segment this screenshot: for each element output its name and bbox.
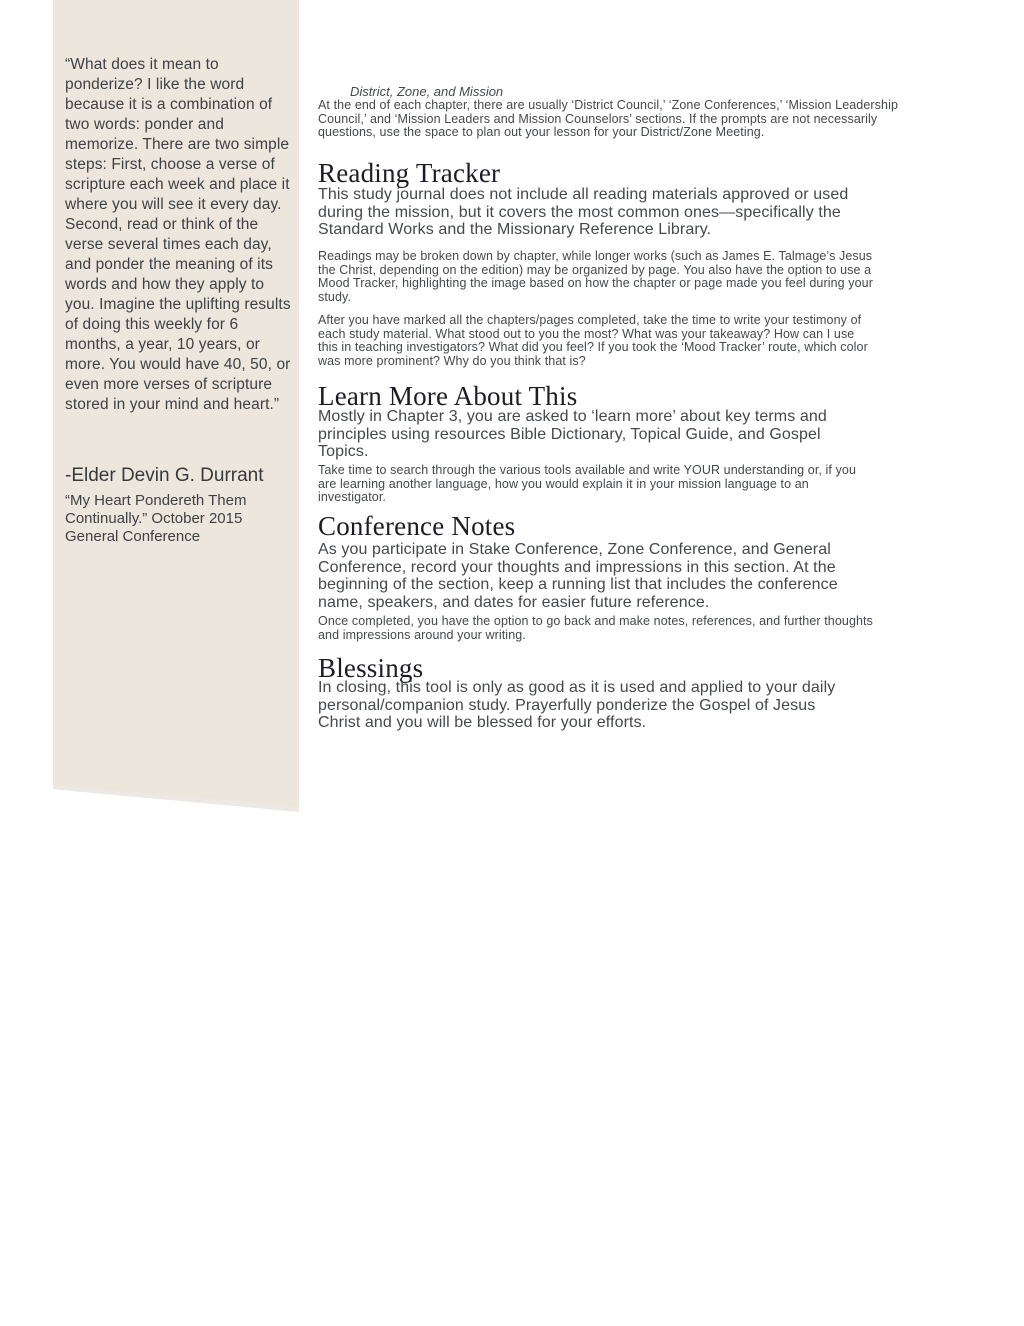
quote-source: “My Heart Pondereth Them Continually.” October 2015 General Conference	[65, 492, 247, 545]
section-lead-paragraph: This study journal does not include all reading materials approved or used during the mission, but it covers the most common ones—specifically the Standard Works and the Missionary Reference Library.	[318, 186, 849, 238]
intro-label: District, Zone, and Mission	[350, 84, 504, 99]
quote-attribution: -Elder Devin G. Durrant	[65, 465, 264, 486]
section-lead-paragraph: Mostly in Chapter 3, you are asked to ‘learn more’ about key terms and principles using resources Bible Dictionary, Topical Guide, and Gospel Topics.	[318, 408, 827, 460]
section-note-paragraph: Take time to search through the various tools available and write YOUR understanding or, if you are learning another language, how you would explain it in your mission language to an investigator.	[318, 463, 857, 504]
main-column	[318, 0, 900, 1326]
section-note-paragraph: Readings may be broken down by chapter, while longer works (such as James E. Talmage’s Jesus the Christ, depending on the edition) may be organized by page. You also have the option to use a Mood Tracker, highlighting the image based on how the chapter or page made you feel during your study.	[318, 249, 873, 304]
section-lead-paragraph: In closing, this tool is only as good as it is used and applied to your daily personal/companion study. Prayerfully ponderize the Gospel of Jesus Christ and you will be blessed for your efforts.	[318, 679, 836, 731]
pull-quote: “What does it mean to ponderize? I like the word because it is a combination of two words: ponder and memorize. There are two simple steps: First, choose a verse of scripture each week and place it where you will see it every day. Second, read or think of the verse several times each day, and ponder the meaning of its words and how they apply to you. Imagine the uplifting results of doing this weekly for 6 months, a year, 10 years, or more. You would have 40, 50, or even more verses of scripture stored in your mind and heart.”	[65, 56, 291, 413]
section-title-learn-more: Learn More About This	[318, 381, 578, 411]
section-note-paragraph: After you have marked all the chapters/pages completed, take the time to write your testimony of each study material. What stood out to you the most? What was your takeaway? How can I use this in teaching investigators? What did you feel? If you took the ‘Mood Tracker’ route, which color was more prominent? Why do you think that is?	[318, 313, 868, 368]
section-title-blessings: Blessings	[318, 653, 424, 683]
section-lead-paragraph: As you participate in Stake Conference, Zone Conference, and General Conference, record your thoughts and impressions in this section. At the beginning of the section, keep a running list that includes the conference name, speakers, and dates for easier future reference.	[318, 541, 838, 611]
section-title-reading-tracker: Reading Tracker	[318, 158, 501, 188]
section-note-paragraph: Once completed, you have the option to go back and make notes, references, and further thoughts and impressions around your writing.	[318, 614, 873, 642]
section-title-conference-notes: Conference Notes	[318, 511, 516, 541]
intro-paragraph: At the end of each chapter, there are usually ‘District Council,’ ‘Zone Conferences,’ ‘Mission Leadership Council,’ and ‘Mission Leaders and Mission Counselors’ sections. If the prompts are not necessarily questions, use the space to plan out your lesson for your District/Zone Meeting.	[318, 98, 899, 139]
